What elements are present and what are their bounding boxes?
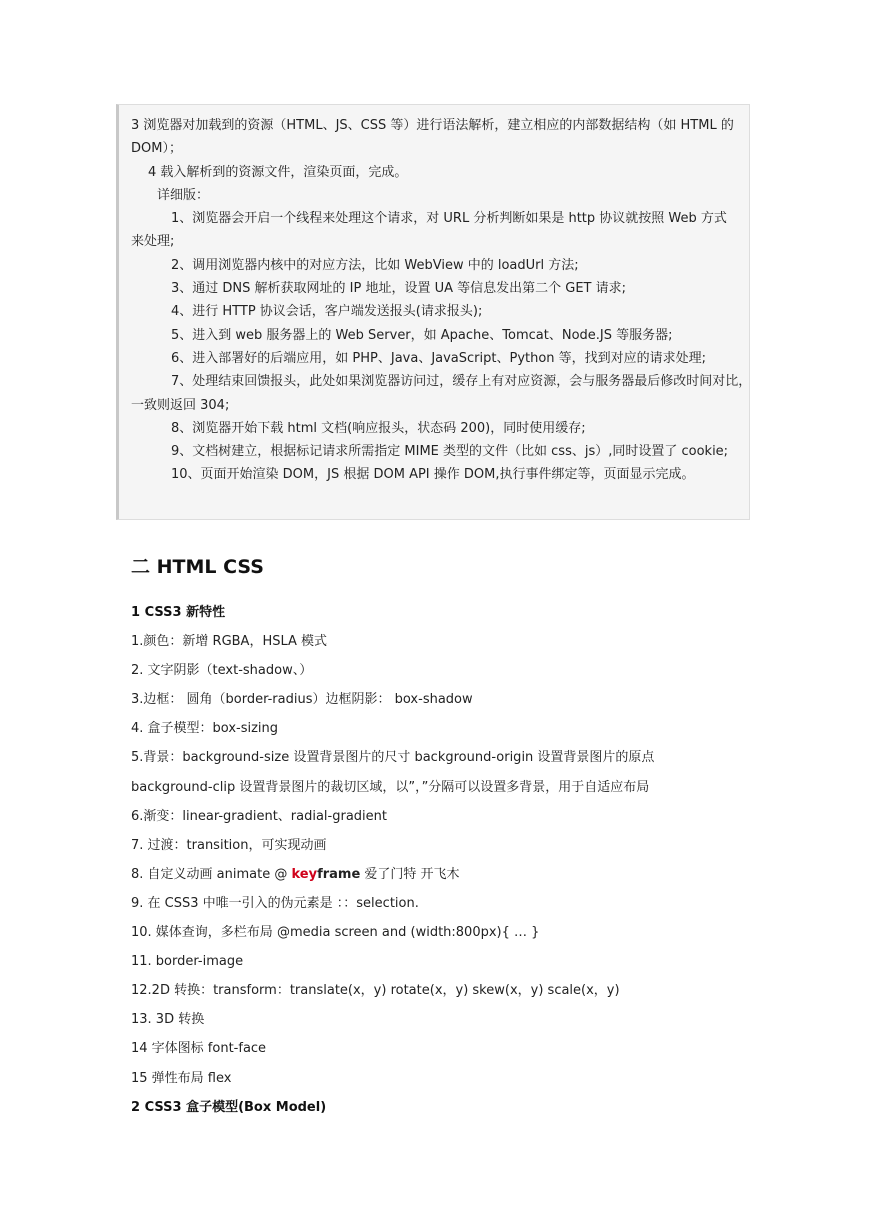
- quote-line: 4、进行 HTTP 协议会话，客户端发送报头(请求报头);: [171, 304, 483, 320]
- list-item: 11. border-image: [131, 954, 244, 970]
- list-item: 14 字体图标 font-face: [131, 1041, 267, 1057]
- list-item: 12.2D 转换：transform：translate(x，y) rotate(x，y) skew(x，y) scale(x，y): [131, 983, 620, 999]
- quote-line: 7、处理结束回馈报头，此处如果浏览器访问过，缓存上有对应资源，会与服务器最后修改时间对比，: [171, 374, 752, 390]
- quote-line: 6、进入部署好的后端应用，如 PHP、Java、JavaScript、Python 等，找到对应的请求处理;: [171, 350, 707, 366]
- list-item-animation: [131, 860, 761, 889]
- list-item: 4. 盒子模型：box-sizing: [131, 721, 279, 737]
- list-item: 13. 3D 转换: [131, 1012, 205, 1028]
- quote-line: 1、浏览器会开启一个线程来处理这个请求，对 URL 分析判断如果是 http 协议就按照 Web 方式: [171, 211, 727, 227]
- quote-block: [116, 104, 750, 520]
- html-css-section: [131, 550, 761, 1122]
- highlight-frame: frame: [317, 866, 361, 882]
- list-item: 3.边框： 圆角（border-radius）边框阴影： box-shadow: [131, 692, 473, 708]
- quote-line: 4 载入解析到的资源文件，渲染页面，完成。: [148, 164, 408, 180]
- list-item: 7. 过渡：transition，可实现动画: [131, 837, 327, 853]
- quote-line: 3 浏览器对加载到的资源（HTML、JS、CSS 等）进行语法解析，建立相应的内部数据结构（如 HTML 的: [131, 118, 734, 133]
- subheading-css3-features: 1 CSS3 新特性: [131, 605, 226, 620]
- list-item: background-clip 设置背景图片的裁切区域，以”，”分隔可以设置多背景，用于自适应布局: [131, 779, 650, 795]
- list-item: 6.渐变：linear-gradient、radial-gradient: [131, 808, 388, 824]
- subheading-box-model: 2 CSS3 盒子模型(Box Model): [131, 1099, 327, 1115]
- quote-line: 5、进入到 web 服务器上的 Web Server，如 Apache、Tomcat、Node.JS 等服务器;: [171, 327, 673, 343]
- quote-line: 8、浏览器开始下载 html 文档(响应报头，状态码 200)，同时使用缓存;: [171, 420, 586, 436]
- section-heading: 二 HTML CSS: [131, 556, 264, 578]
- quote-line: 10、页面开始渲染 DOM，JS 根据 DOM API 操作 DOM,执行事件绑定等，页面显示完成。: [171, 467, 695, 483]
- list-item: 2. 文字阴影（text-shadow、）: [131, 663, 313, 679]
- highlight-key: key: [291, 866, 318, 882]
- quote-line: 9、文档树建立，根据标记请求所需指定 MIME 类型的文件（比如 css、js）,同时设置了 cookie;: [171, 444, 729, 460]
- quote-line: 3、通过 DNS 解析获取网址的 IP 地址，设置 UA 等信息发出第二个 GET 请求;: [171, 281, 627, 297]
- quote-line: 一致则返回 304;: [131, 397, 230, 413]
- quote-line: 详细版：: [157, 187, 210, 203]
- list-item: 5.背景：background-size 设置背景图片的尺寸 background-origin 设置背景图片的原点: [131, 750, 655, 766]
- list-item: 15 弹性布局 flex: [131, 1070, 232, 1086]
- list-item: 10. 媒体查询，多栏布局 @media screen and (width:800px){ … }: [131, 925, 540, 941]
- quote-line: DOM）；: [131, 141, 182, 157]
- list-item: 9. 在 CSS3 中唯一引入的伪元素是 ：：selection.: [131, 895, 419, 911]
- item-text: 爱了门特 开飞木: [360, 866, 460, 882]
- quote-line: 2、调用浏览器内核中的对应方法，比如 WebView 中的 loadUrl 方法;: [171, 257, 579, 273]
- list-item: 1.颜色：新增 RGBA，HSLA 模式: [131, 634, 328, 650]
- quote-line: 来处理;: [131, 234, 175, 250]
- item-text: 8. 自定义动画 animate @: [131, 866, 292, 882]
